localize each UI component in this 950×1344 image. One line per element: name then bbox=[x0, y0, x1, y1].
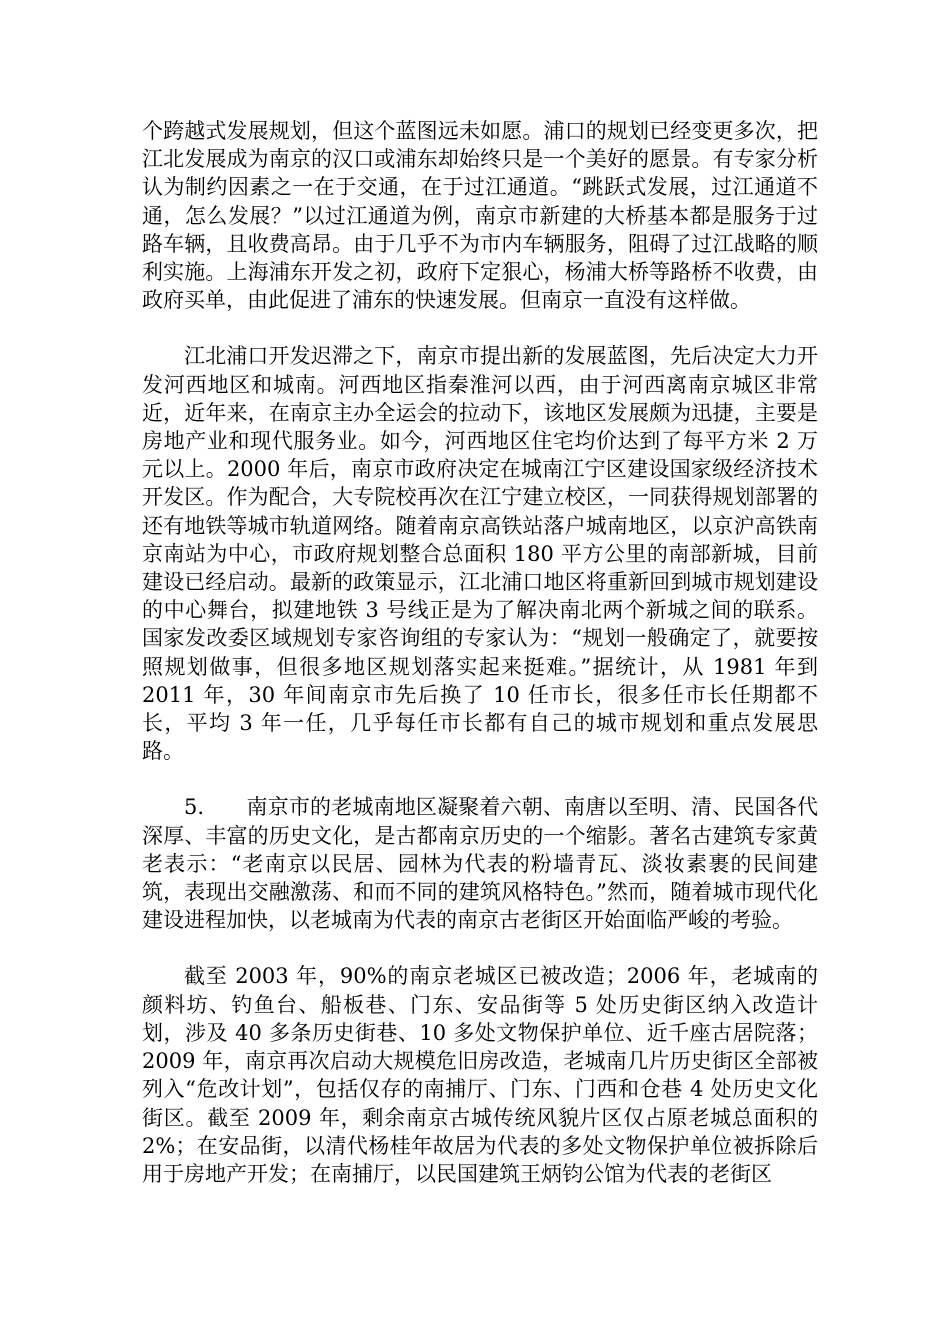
paragraph-old-city-south: 5. 南京市的老城南地区凝聚着六朝、南唐以至明、清、民国各代深厚、丰富的历史文化，是古都南京历史的一个缩影。著名古建筑专家黄老表示：“老南京以民居、园林为代表的粉墙青瓦、淡妆素裹的民间建筑，表现出交融激荡、和而不同的建筑风格特色。”然而，随着城市现代化建设进程加快，以老城南为代表的南京古老街区开始面临严峻的考验。 bbox=[142, 795, 818, 933]
document-body bbox=[142, 117, 818, 1216]
paragraph-renovation: 截至 2003 年，90%的南京老城区已被改造；2006 年，老城南的颜料坊、钓鱼台、船板巷、门东、安品街等 5 处历史街区纳入改造计划，涉及 40 多条历史街巷、10 多处文物保护单位、近千座古居院落；2009 年，南京再次启动大规模危旧房改造，老城南几片历史街区全部被列入“危改计划”，包括仅存的南捕厅、门东、门西和仓巷 4 处历史文化街区。截至 2009 年，剩余南京古城传统风貌片区仅占原老城总面积的 2%；在安品街，以清代杨桂年故居为代表的多处文物保护单位被拆除后用于房地产开发；在南捕厅，以民国建筑王炳钧公馆为代表的老街区 bbox=[142, 964, 818, 1186]
paragraph-development: 江北浦口开发迟滞之下，南京市提出新的发展蓝图，先后决定大力开发河西地区和城南。河西地区指秦淮河以西，由于河西离南京城区非常近，近年来，在南京主办全运会的拉动下，该地区发展颇为迅捷，主要是房地产业和现代服务业。如今，河西地区住宅均价达到了每平方米 2 万元以上。2000 年后，南京市政府决定在城南江宁区建设国家级经济技术开发区。作为配合，大专院校再次在江宁建立校区，一同获得规划部署的还有地铁等城市轨道网络。随着南京高铁站落户城南地区，以京沪高铁南京南站为中心，市政府规划整合总面积 180 平方公里的南部新城，目前建设已经启动。最新的政策显示，江北浦口地区将重新回到城市规划建设的中心舞台，拟建地铁 3 号线正是为了解决南北两个新城之间的联系。国家发改委区域规划专家咨询组的专家认为：“规划一般确定了，就要按照规划做事，但很多地区规划落实起来挺难。”据统计，从 1981 年到 2011 年，30 年间南京市先后换了 10 任市长，很多任市长任期都不长，平均 3 年一任，几乎每任市长都有自己的城市规划和重点发展思路。 bbox=[142, 344, 818, 764]
paragraph-continuation: 个跨越式发展规划，但这个蓝图远未如愿。浦口的规划已经变更多次，把江北发展成为南京的汉口或浦东却始终只是一个美好的愿景。有专家分析认为制约因素之一在于交通，在于过江通道。“跳跃式发展，过江通道不通，怎么发展？”以过江通道为例，南京市新建的大桥基本都是服务于过路车辆，且收费高昂。由于几乎不为市内车辆服务，阻碍了过江战略的顺利实施。上海浦东开发之初，政府下定狠心，杨浦大桥等路桥不收费，由政府买单，由此促进了浦东的快速发展。但南京一直没有这样做。 bbox=[142, 119, 818, 313]
